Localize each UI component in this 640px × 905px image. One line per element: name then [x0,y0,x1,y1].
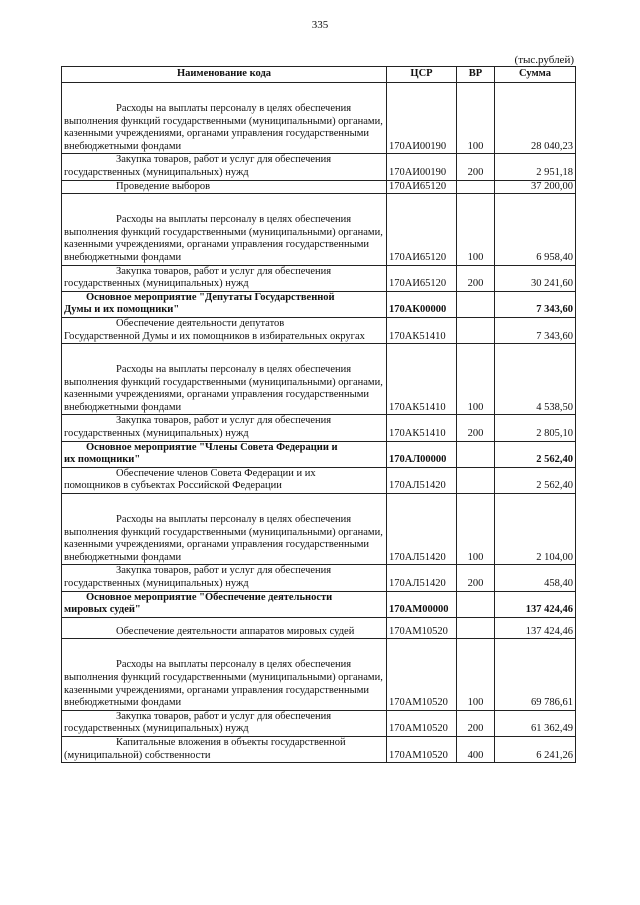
row-name [62,617,387,639]
row-vr: 200 [457,154,495,180]
row-name-first-line: Закупка товаров, работ и услуг для обеспечения [116,265,332,277]
row-sum: 7 343,60 [495,317,576,343]
row-sum: 6 241,26 [495,736,576,762]
row-name [62,317,387,343]
row-csr: 170АЛ51420 [387,494,457,565]
row-sum: 30 241,60 [495,265,576,291]
row-name [62,710,387,736]
row-name-continuation: (муниципальной) собственности [64,749,211,761]
row-name [62,265,387,291]
row-vr: 400 [457,736,495,762]
row-vr [457,441,495,467]
row-name-continuation: выполнения функций государственными (муниципальными) органами, казенными учреждениями, органами управления государственными внебюджетными фондами [64,115,383,152]
table-row [62,154,576,180]
table-row [62,736,576,762]
row-name-continuation: их помощники" [64,454,141,466]
row-csr: 170АИ00190 [387,154,457,180]
row-name-continuation: государственных (муниципальных) нужд [64,723,249,735]
row-name [62,194,387,265]
row-name-first-line: Расходы на выплаты персоналу в целях обеспечения [116,103,352,114]
table-row [62,467,576,493]
row-sum: 61 362,49 [495,710,576,736]
row-sum: 2 951,18 [495,154,576,180]
row-name-first-line: Основное мероприятие "Члены Совета Федерации и [86,441,338,453]
row-name-continuation: Думы и их помощники" [64,304,180,316]
table-row [62,415,576,441]
row-name-first-line: Основное мероприятие "Обеспечение деятельности [86,591,333,603]
row-vr [457,617,495,639]
row-sum: 6 958,40 [495,194,576,265]
row-vr: 100 [457,344,495,415]
table-row [62,639,576,710]
row-name-first-line: Обеспечение деятельности аппаратов мировых судей [116,625,355,637]
row-sum: 4 538,50 [495,344,576,415]
row-csr: 170АМ10520 [387,617,457,639]
row-vr: 200 [457,710,495,736]
row-csr: 170АМ00000 [387,591,457,617]
row-csr: 170АК51410 [387,344,457,415]
row-name-continuation: государственных (муниципальных) нужд [64,578,249,589]
row-name-first-line: Расходы на выплаты персоналу в целях обеспечения [116,659,352,671]
row-name-continuation: Государственной Думы и их помощников в избирательных округах [64,330,365,342]
row-csr: 170АЛ00000 [387,441,457,467]
table-row [62,441,576,467]
row-csr: 170АМ10520 [387,710,457,736]
row-name [62,344,387,415]
row-name [62,736,387,762]
row-name [62,591,387,617]
row-name-continuation: выполнения функций государственными (муниципальными) органами, казенными учреждениями, органами управления государственными внебюджетными фондами [64,671,383,709]
row-vr [457,591,495,617]
row-csr: 170АМ10520 [387,736,457,762]
row-vr [457,180,495,194]
row-name-first-line: Закупка товаров, работ и услуг для обеспечения [116,710,332,722]
row-sum: 2 104,00 [495,494,576,565]
row-name [62,441,387,467]
row-vr [457,317,495,343]
row-vr: 100 [457,83,495,154]
table-row [62,265,576,291]
row-name [62,154,387,180]
row-name-first-line: Основное мероприятие "Депутаты Государственной [86,291,335,303]
table-row [62,617,576,639]
row-csr: 170АИ65120 [387,180,457,194]
row-sum: 2 562,40 [495,441,576,467]
row-sum: 137 424,46 [495,617,576,639]
row-vr: 200 [457,415,495,441]
row-name-first-line: Расходы на выплаты персоналу в целях обеспечения [116,514,352,526]
row-csr: 170АК51410 [387,317,457,343]
table-row [62,317,576,343]
row-sum: 28 040,23 [495,83,576,154]
row-csr: 170АЛ51420 [387,467,457,493]
row-name-continuation: помощников в субъектах Российской Федерации [64,480,282,492]
row-name-first-line: Расходы на выплаты персоналу в целях обеспечения [116,364,352,376]
row-csr: 170АИ65120 [387,265,457,291]
row-name-first-line: Обеспечение деятельности депутатов [116,317,285,329]
row-name [62,180,387,194]
row-name-first-line: Закупка товаров, работ и услуг для обеспечения [116,415,332,427]
row-name [62,639,387,710]
table-row [62,83,576,154]
table-body [62,83,576,763]
header-sum: Сумма [495,67,576,83]
row-name [62,467,387,493]
row-csr: 170АК00000 [387,291,457,317]
row-name-continuation: выполнения функций государственными (муниципальными) органами, казенными учреждениями, органами управления государственными внебюджетными фондами [64,526,383,563]
table-row [62,180,576,194]
row-sum: 137 424,46 [495,591,576,617]
row-vr: 200 [457,565,495,591]
row-vr: 100 [457,494,495,565]
row-sum: 37 200,00 [495,180,576,194]
header-csr: ЦСР [387,67,457,83]
row-csr: 170АИ65120 [387,194,457,265]
table-row [62,194,576,265]
page-number: 335 [311,19,329,31]
budget-table [61,66,576,763]
table-header-row [62,67,576,83]
row-csr: 170АИ00190 [387,83,457,154]
row-name-continuation: выполнения функций государственными (муниципальными) органами, казенными учреждениями, органами управления государственными внебюджетными фондами [64,376,383,413]
row-name-continuation: государственных (муниципальных) нужд [64,166,249,178]
row-name-continuation: выполнения функций государственными (муниципальными) органами, казенными учреждениями, органами управления государственными внебюджетными фондами [64,226,383,263]
row-vr [457,291,495,317]
row-sum: 69 786,61 [495,639,576,710]
table-row [62,710,576,736]
row-vr [457,467,495,493]
row-name [62,83,387,154]
row-vr: 100 [457,639,495,710]
row-csr: 170АК51410 [387,415,457,441]
row-sum: 7 343,60 [495,291,576,317]
row-name-continuation: государственных (муниципальных) нужд [64,428,249,440]
table-row [62,494,576,565]
row-sum: 458,40 [495,565,576,591]
table-row [62,291,576,317]
row-vr: 100 [457,194,495,265]
table-row [62,565,576,591]
row-vr: 200 [457,265,495,291]
row-csr: 170АЛ51420 [387,565,457,591]
header-name: Наименование кода [62,67,387,83]
row-name-first-line: Закупка товаров, работ и услуг для обеспечения [116,565,332,577]
table-row [62,591,576,617]
row-name-continuation: государственных (муниципальных) нужд [64,278,249,290]
row-name-first-line: Расходы на выплаты персоналу в целях обеспечения [116,214,352,226]
row-name-first-line: Капитальные вложения в объекты государственной [116,736,346,748]
row-name [62,494,387,565]
row-csr: 170АМ10520 [387,639,457,710]
row-name [62,415,387,441]
row-name [62,291,387,317]
table-row [62,344,576,415]
header-vr: ВР [457,67,495,83]
row-name-first-line: Закупка товаров, работ и услуг для обеспечения [116,154,332,166]
row-sum: 2 805,10 [495,415,576,441]
row-sum: 2 562,40 [495,467,576,493]
row-name [62,565,387,591]
row-name-first-line: Проведение выборов [116,180,211,192]
row-name-continuation: мировых судей" [64,604,141,616]
row-name-first-line: Обеспечение членов Совета Федерации и их [116,467,316,479]
unit-note: (тыс.рублей) [514,54,574,66]
